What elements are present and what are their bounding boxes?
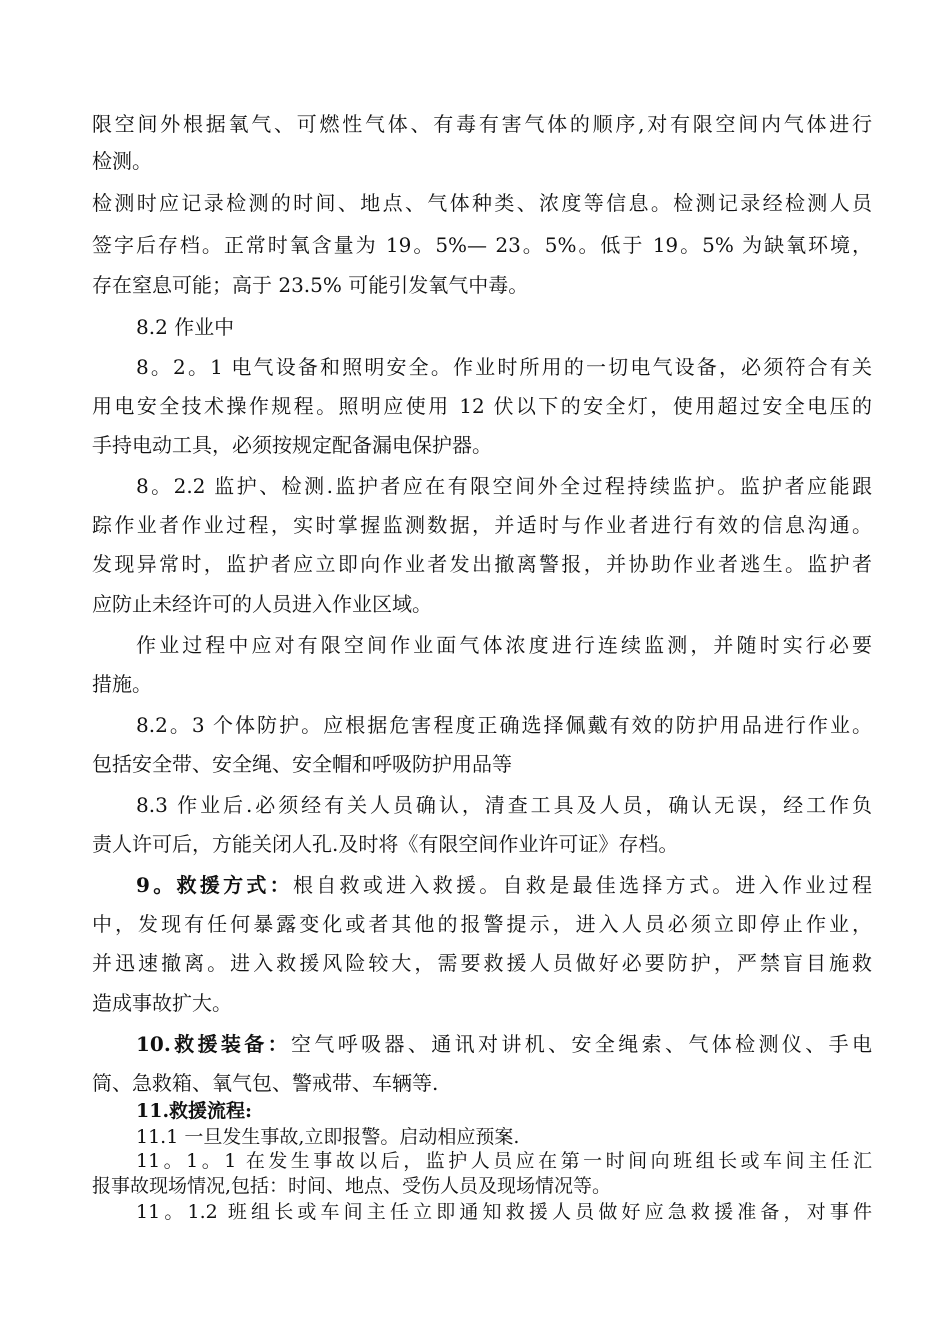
text-line <box>136 1124 872 1150</box>
line-text: 踪作业者作业过程，实时掌握监测数据，并适时与作业者进行有效的信息沟通。 <box>92 513 872 537</box>
line-text: 应防止未经许可的人员进入作业区域。 <box>92 592 432 616</box>
line-text: 手持电动工具，必须按规定配备漏电保护器。 <box>92 433 492 457</box>
line-text: 中，发现有任何暴露变化或者其他的报警提示，进入人员必须立即停止作业， <box>92 912 872 936</box>
text-line <box>92 831 872 857</box>
line-text: 包括安全带、安全绳、安全帽和呼吸防护用品等 <box>92 752 512 776</box>
text-line <box>92 111 872 137</box>
line-text: 8.2。3 个体防护。应根据危害程度正确选择佩戴有效的防护用品进行作业。 <box>136 713 872 737</box>
line-text: 根自救或进入救援。自救是最佳选择方式。进入作业过程 <box>292 873 872 897</box>
line-text: 签字后存档。正常时氧含量为 19。5%— 23。5%。低于 19。5% 为缺氧环境， <box>92 233 872 257</box>
text-line <box>136 473 872 499</box>
text-line <box>136 632 872 658</box>
line-text: 检测。 <box>92 149 152 173</box>
line-text: 11.1 一旦发生事故,立即报警。启动相应预案. <box>136 1126 520 1148</box>
text-line <box>92 272 872 298</box>
text-line <box>92 751 872 777</box>
text-line <box>92 432 872 458</box>
line-text: 11。1.2 班组长或车间主任立即通知救援人员做好应急救援准备，对事件 <box>136 1201 872 1223</box>
line-text: 报事故现场情况,包括：时间、地点、受伤人员及现场情况等。 <box>92 1175 612 1197</box>
line-text: 并迅速撤离。进入救援风险较大，需要救援人员做好必要防护，严禁盲目施救 <box>92 951 872 975</box>
line-text: 8.2 作业中 <box>136 315 235 339</box>
section-heading: 10.救援装备： <box>136 1032 292 1056</box>
text-line <box>136 872 872 898</box>
text-line <box>136 792 872 818</box>
section-heading: 11.救援流程: <box>136 1100 253 1122</box>
text-line <box>136 1199 872 1225</box>
text-line <box>92 190 872 216</box>
section-heading: 9。救援方式： <box>136 873 293 897</box>
line-text: 11。1。1 在发生事故以后，监护人员应在第一时间向班组长或车间主任汇 <box>136 1150 872 1172</box>
line-text: 8。2.2 监护、检测.监护者应在有限空间外全过程持续监护。监护者应能跟 <box>136 474 872 498</box>
line-text: 8.3 作业后.必须经有关人员确认，清查工具及人员，确认无误，经工作负 <box>136 793 872 817</box>
text-line <box>92 393 872 419</box>
text-line <box>92 148 872 174</box>
text-line <box>136 1148 872 1174</box>
line-text: 筒、急救箱、氧气包、警戒带、车辆等. <box>92 1071 439 1095</box>
line-text: 限空间外根据氧气、可燃性气体、有毒有害气体的顺序,对有限空间内气体进行 <box>92 112 872 136</box>
text-line <box>92 551 872 577</box>
text-line <box>136 1098 872 1124</box>
text-line <box>92 1173 872 1199</box>
line-text: 作业过程中应对有限空间作业面气体浓度进行连续监测，并随时实行必要 <box>136 633 872 657</box>
line-text: 存在窒息可能；高于 23.5% 可能引发氧气中毒。 <box>92 273 529 297</box>
text-line <box>92 1070 872 1096</box>
line-text: 用电安全技术操作规程。照明应使用 12 伏以下的安全灯，使用超过安全电压的 <box>92 394 872 418</box>
text-line <box>136 314 872 340</box>
text-line <box>92 591 872 617</box>
line-text: 发现异常时，监护者应立即向作业者发出撤离警报，并协助作业者逃生。监护者 <box>92 552 872 576</box>
line-text: 造成事故扩大。 <box>92 991 232 1015</box>
text-line <box>136 712 872 738</box>
text-line <box>92 911 872 937</box>
line-text: 8。2。1 电气设备和照明安全。作业时所用的一切电气设备，必须符合有关 <box>136 355 872 379</box>
text-line <box>92 232 872 258</box>
line-text: 检测时应记录检测的时间、地点、气体种类、浓度等信息。检测记录经检测人员 <box>92 191 872 215</box>
text-line <box>92 950 872 976</box>
line-text: 措施。 <box>92 672 152 696</box>
text-line <box>136 354 872 380</box>
text-line <box>136 1031 872 1057</box>
text-line <box>92 671 872 697</box>
text-line <box>92 512 872 538</box>
text-line <box>92 990 872 1016</box>
line-text: 责人许可后，方能关闭人孔.及时将《有限空间作业许可证》存档。 <box>92 832 679 856</box>
line-text: 空气呼吸器、通讯对讲机、安全绳索、气体检测仪、手电 <box>291 1032 872 1056</box>
